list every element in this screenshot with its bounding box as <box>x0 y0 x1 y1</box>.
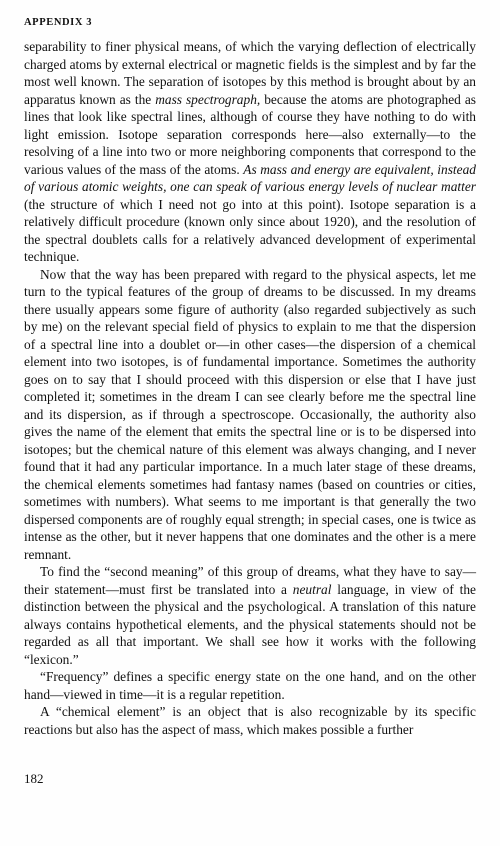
running-head: APPENDIX 3 <box>24 17 93 28</box>
text-run: Now that the way has been prepared with regard to the physical aspects, let me turn to the typical features of the group of dreams to be discussed. In my dreams there usually appears some figure of authority (also regarded subjectively as such by me) on the relevant special field of physics to explain to me that the dispersion of a spectral line into a doublet or—in other cases—the dispersion of a chemical element into two isotopes, is of fundamental importance. Sometimes the authority goes on to say that I should proceed with this dispersion or else that I have just completed it; sometimes in the dream I can see clearly before me the spectral line and its dispersion, as if through a spectroscope. Occasionally, the authority also gives the name of the element that emits the spectral line or is to be dispersed into isotopes; but the chemical nature of this element was always changing, and I never found that it had any particular importance. In a much later stage of these dreams, the chemical elements sometimes had fantasy names (based on countries or cities, sometimes with numbers). What seems to me important is that generally the two dispersed components are of roughly equal strength; in special cases, one is twice as intense as the other, but it never happens that one dominates and the other is a mere remnant. <box>24 266 476 562</box>
text-run: To find the “second meaning” of this group of dreams, what they have to say—their statement—must first be translated into a <box>24 564 476 597</box>
paragraph-3 <box>24 563 476 668</box>
body-text <box>24 38 476 738</box>
text-run: “Frequency” defines a specific energy state on the one hand, and on the other hand—viewed in time—it is a regular repetition. <box>24 669 476 702</box>
text-run: separability to finer physical means, of which the varying deflection of electrically charged atoms by external electrical or magnetic fields is the simplest and by far the most well known. The separation of isotopes by this method is brought about by an apparatus known as the <box>24 39 476 107</box>
text-run: language, in view of the distinction between the physical and the psychological. A translation of this nature always contains hypothetical elements, and the physical statements should not be regarded as all that important. We shall see how it works with the following “lexicon.” <box>24 581 476 667</box>
text-run: because the atoms are photographed as lines that look like spectral lines, although of course they have nothing to do with light emission. Isotope separation corresponds here—also externally—to the resolving of a line into two or more neighboring components that correspond to the various values of the mass of the atoms. <box>24 91 476 177</box>
text-run: A “chemical element” is an object that is also recognizable by its specific reactions but also has the aspect of mass, which makes possible a further <box>24 704 476 737</box>
paragraph-4 <box>24 668 476 703</box>
italic-run: neutral <box>292 581 332 597</box>
paragraph-5 <box>24 703 476 738</box>
page-number: 182 <box>24 771 44 786</box>
paragraph-2 <box>24 266 476 564</box>
italic-run: mass spectrograph, <box>155 91 261 107</box>
italic-run: As mass and energy are equivalent, instead of various atomic weights, one can speak of various energy levels of nuclear matter <box>24 161 476 194</box>
paragraph-1 <box>24 38 476 266</box>
text-run: (the structure of which I need not go into at this point). Isotope separation is a relatively difficult procedure (known only since about 1920), and the resolution of the spectral doublets calls for a relatively advanced development of experimental technique. <box>24 196 476 264</box>
